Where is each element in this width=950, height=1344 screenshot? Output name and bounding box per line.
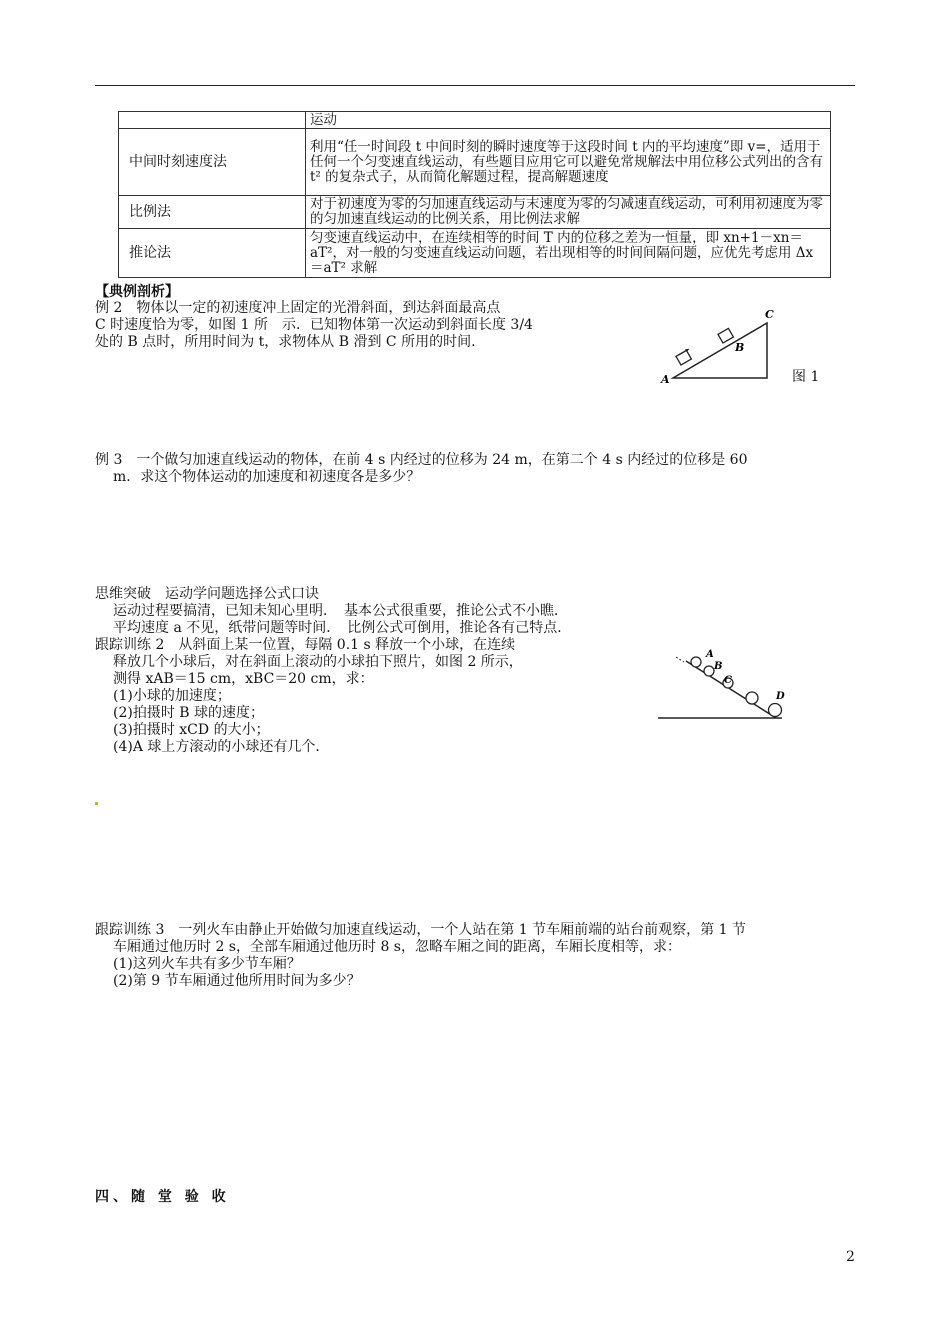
- fig2-label-b: B: [714, 661, 723, 672]
- example3-line: 例 3 一个做匀加速直线运动的物体，在前 4 s 内经过的位移为 24 m，在第二个 4 s 内经过的位移是 60: [95, 452, 748, 468]
- method-desc: 匀变速直线运动中，在连续相等的时间 T 内的位移之差为一恒量，即 xn+1－xn＝aT²，对一般的匀变速直线运动问题，若出现相等的时间间隔问题，应优先考虑用 Δx＝aT² 求解: [306, 229, 831, 278]
- example3-line: m．求这个物体运动的加速度和初速度各是多少？: [113, 469, 421, 485]
- section-heading: 四、随 堂 验 收: [95, 1189, 230, 1205]
- thinking-line: 平均速度 a 不见，纸带问题等时间． 比例公式可倒用，推论各有己特点．: [113, 620, 572, 636]
- method-name: 比例法: [119, 196, 306, 229]
- table-row: [119, 196, 831, 229]
- thinking-title: 思维突破 运动学问题选择公式口诀: [95, 586, 319, 602]
- page-number: 2: [846, 1249, 855, 1265]
- fig1-label-a: A: [661, 373, 670, 386]
- example2-line: 例 2 物体以一定的初速度冲上固定的光滑斜面，到达斜面最高点: [95, 300, 501, 316]
- training3-line: (2)第 9 节车厢通过他所用时间为多少？: [113, 973, 361, 989]
- training3-line: (1)这列火车共有多少节车厢？: [113, 956, 301, 972]
- fig1-label-b: B: [735, 341, 745, 354]
- fig1-caption: 图 1: [792, 369, 820, 385]
- examples-heading: 【典例剖析】: [95, 284, 179, 300]
- header-rule: [95, 85, 855, 86]
- incline-figure-2: [650, 645, 790, 721]
- fig2-label-a: A: [706, 649, 714, 660]
- method-desc: 对于初速度为零的匀加速直线运动与末速度为零的匀减速直线运动，可利用初速度为零的匀加速直线运动的比例关系，用比例法求解: [306, 196, 831, 229]
- method-name: [119, 112, 306, 129]
- fig2-label-d: D: [776, 691, 785, 702]
- thinking-line: 运动过程要搞清，已知未知心里明． 基本公式很重要，推论公式不小瞧．: [113, 603, 568, 619]
- method-name: 推论法: [119, 229, 306, 278]
- method-desc: 运动: [306, 112, 831, 129]
- example2-line: C 时速度恰为零，如图 1 所 示．已知物体第一次运动到斜面长度 3/4: [95, 317, 533, 333]
- training2-line: (1)小球的加速度；: [113, 688, 231, 704]
- training2-line: 跟踪训练 2 从斜面上某一位置，每隔 0.1 s 释放一个小球，在连续: [95, 637, 516, 653]
- method-desc: 利用“任一时间段 t 中间时刻的瞬时速度等于这段时间 t 内的平均速度”即 v=，适用于任何一个匀变速直线运动，有些题目应用它可以避免常规解法中用位移公式列出的含有 t² 的复杂式子，从而简化解题过程，提高解题速度: [306, 129, 831, 196]
- methods-table: [118, 111, 831, 278]
- training2-line: (2)拍摄时 B 球的速度；: [113, 705, 265, 721]
- training3-line: 车厢通过他历时 2 s，全部车厢通过他历时 8 s，忽略车厢之间的距离，车厢长度相等，求：: [113, 939, 681, 955]
- training3-line: 跟踪训练 3 一列火车由静止开始做匀加速直线运动，一个人站在第 1 节车厢前端的站台前观察，第 1 节: [95, 922, 746, 938]
- training2-line: (3)拍摄时 xCD 的大小；: [113, 722, 270, 738]
- table-row: [119, 229, 831, 278]
- table-row: [119, 129, 831, 196]
- fig2-label-c: C: [724, 675, 732, 686]
- table-row: [119, 112, 831, 129]
- fig1-label-c: C: [765, 308, 774, 321]
- stray-mark: [95, 802, 98, 805]
- training2-line: 释放几个小球后，对在斜面上滚动的小球拍下照片，如图 2 所示，: [113, 654, 523, 670]
- training2-line: 测得 xAB＝15 cm，xBC＝20 cm，求：: [113, 671, 374, 687]
- training2-line: (4)A 球上方滚动的小球还有几个．: [113, 739, 330, 755]
- method-name: 中间时刻速度法: [119, 129, 306, 196]
- example2-line: 处的 B 点时，所用时间为 t，求物体从 B 滑到 C 所用的时间.: [95, 334, 476, 350]
